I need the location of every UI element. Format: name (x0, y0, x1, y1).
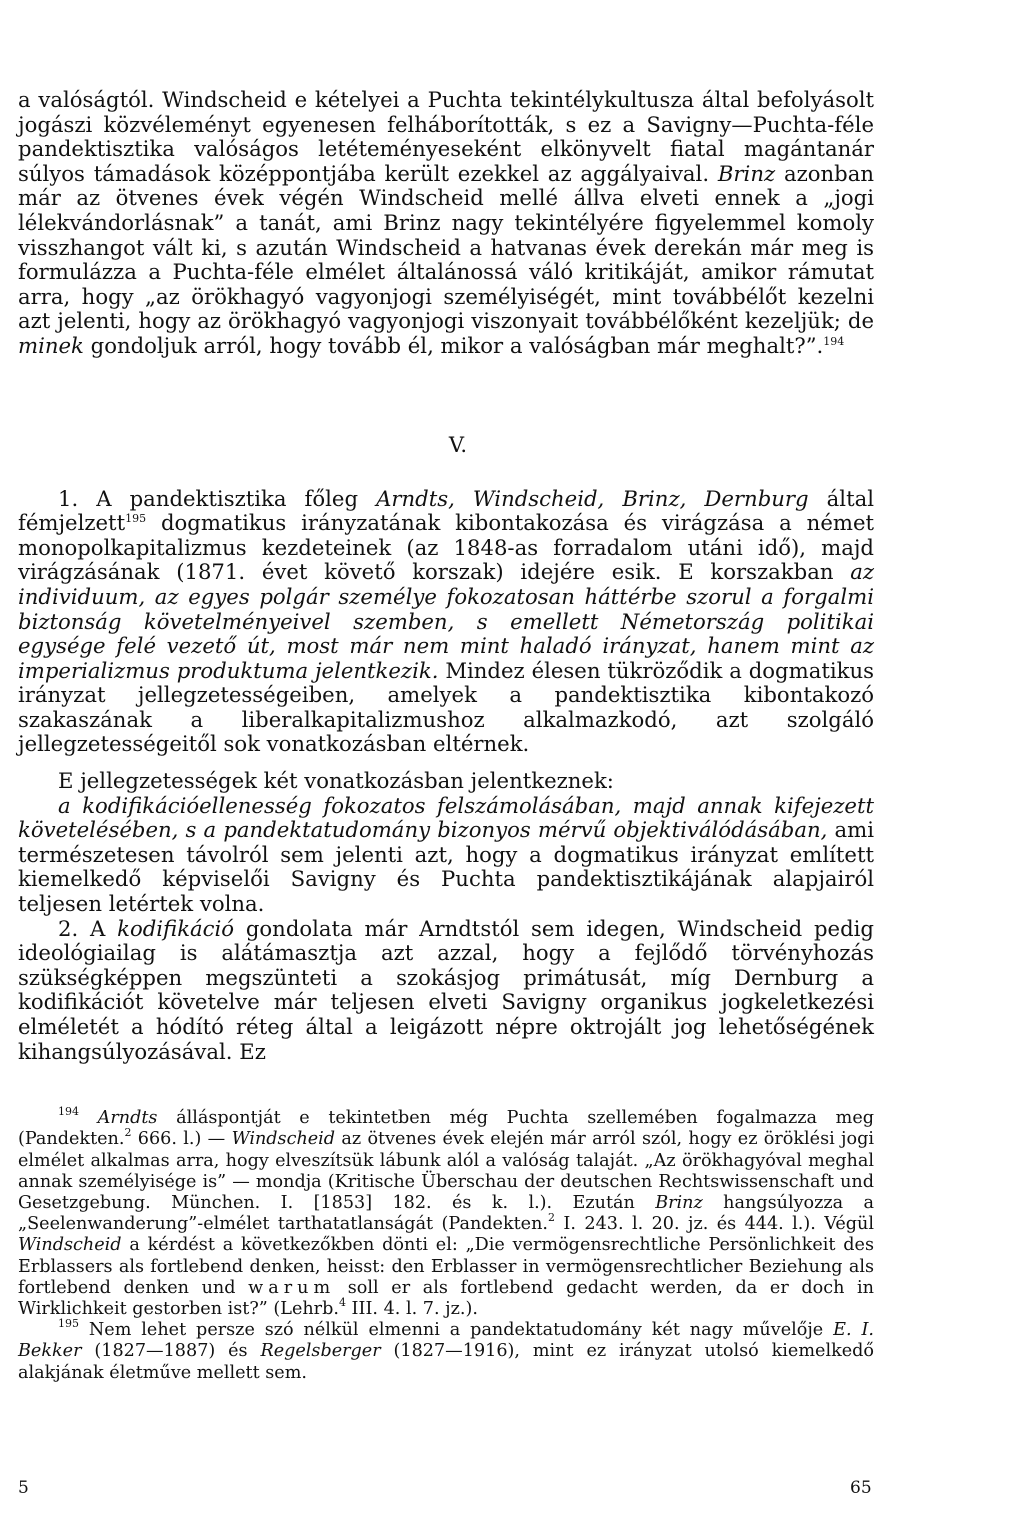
text-run: hangsúlyozza a „Seelenwanderung”-elmélet tarthatatlanságát (Pandekten. (18, 1193, 874, 1235)
italic-word: minek (18, 332, 84, 358)
sheet-signature: 5 (18, 1478, 29, 1498)
text-run: dogmatikus irányzatának kibontakozása és virágzása a német monopolkapitalizmus kezdeteinek (az 1848-as forradalom utáni idő), majd virágzásának (1871. évet követő korszak) idejére esik. E korszakban (18, 510, 874, 585)
paragraph-1 (18, 88, 874, 359)
edition-superscript: 4 (338, 1296, 346, 1310)
text-run: Nem lehet persze szó nélkül elmenni a pandektatudomány két nagy művelője (79, 1320, 834, 1341)
italic-name: Windscheid (231, 1129, 336, 1150)
italic-word: kodifikáció (117, 915, 235, 941)
footnote-ref-195: 195 (125, 512, 147, 526)
footnote-195 (18, 1317, 874, 1384)
text-run: Mindez élesen tükröződik a dogmatikus irányzat jellegzetességeiben, amelyek a pandektisztika kibontakozó szakaszának a liberalkapitalizmushoz alkalmazkodó, azt szolgáló jellegzetességeitől sok vonatkozásban eltérnek. (18, 657, 874, 757)
italic-name: Brinz (655, 1193, 703, 1213)
text-run: 666. l.) — (131, 1129, 232, 1150)
italic-names: Arndts, Windscheid, Brinz, Dernburg (376, 485, 809, 511)
italic-name: Windscheid (18, 1235, 122, 1256)
page-number: 65 (850, 1478, 872, 1498)
italic-name: Arndts (97, 1108, 158, 1129)
paragraph-3: E jellegzetességek két vonatkozásban jelentkeznek: (58, 768, 614, 794)
italic-passage: az individuum, az egyes polgár személye fokozatosan háttérbe szorul a forgalmi biztonság követelményeivel szemben, s emellett Németország politikai egysége felé vezető út, most már nem mint haladó irányzat, hanem mint az imperializmus produktuma jelentkezik. (18, 559, 874, 683)
text-run: a valóságtól. Windscheid e kételyei a Puchta tekintélykultusza által befolyásolt jogászi közvéleményt egyenesen felháborították, s ez a Savigny—Puchta-féle pandektisztika valóságos letéteményeseként elkönyvelt fiatal magántanár súlyos támadások középpontjába került ezekkel az aggályaival. (18, 87, 874, 186)
paragraph-5 (18, 917, 874, 1065)
paragraph-4 (18, 794, 874, 917)
footnote-ref-194: 194 (823, 334, 845, 348)
text-run: azonban már az ötvenes évek végén Windscheid mellé állva elveti ennek a „jogi lélekvándorlásnak” a tanát, ami Brinz nagy tekintélyére figyelemmel komoly visszhangot vált ki, s azután Windscheid a hatvanas évek derekán már meg is formulázza a Puchta-féle elmélet általánossá váló kritikáját, amikor rámutat arra, hogy „az örökhagyó vagyonjogi személyiségét, mint továbbélőt kezelni azt jelenti, hogy az örökhagyó vagyonjogi viszonyait továbbélőként kezeljük; de (18, 160, 874, 334)
text-run: az ötvenes évek elején már arról szól, hogy ez öröklési jogi elmélet alkalmas arra, hogy elveszítsük lábunk alól a valóság talaját. „Az örökhagyóval meghal annak személyisége is” — mondja (Kritische Überschau der deutschen Rechtswissenschaft und Gesetzgebung. München. I. [1853] 182. és k. l.). Ezután (18, 1129, 874, 1213)
text-run: ami természetesen távolról sem jelenti azt, hogy a dogmatikus irányzat említett kiemelkedő képviselői Savigny és Puchta pandektisztikájának alapjairól teljesen letértek volna. (18, 817, 874, 917)
spaced-word: warum (248, 1277, 336, 1298)
paragraph-2 (18, 487, 874, 758)
text-run: (1827—1916), mint ez irányzat utolsó kiemelkedő alakjának életműve mellett sem. (18, 1341, 874, 1383)
footnotes (18, 1105, 875, 1384)
italic-name: Regelsberger (260, 1341, 381, 1362)
text-run: soll er als fortlebend gedacht werden, da er doch in Wirklichkeit gestorben ist?” (Lehrb. (18, 1277, 874, 1320)
italic-name: Brinz (717, 160, 776, 186)
text-run: által fémjelzett (18, 485, 874, 536)
section-heading: V. (448, 432, 468, 457)
edition-superscript: 2 (548, 1211, 556, 1225)
text-run: (1827—1887) és (81, 1341, 261, 1362)
page-content (18, 88, 874, 1384)
footnote-number: 195 (58, 1317, 79, 1331)
text-run: gondoljuk arról, hogy tovább él, mikor a valóságban már meghalt?”. (83, 332, 824, 358)
text-run: gondolata már Arndtstól sem idegen, Windscheid pedig ideológiailag is alátámasztja azt azzal, hogy a fejlődő törvényhozás szükségképpen megszünteti a szokásjog primátusát, míg Dernburg a kodifikációt követelve már teljesen elveti Savigny organikus jogkeletkezési elméletét a hódító réteg által a leigázott népre oktrojált jog lehetőségének kihangsúlyozásával. Ez (18, 915, 874, 1064)
text-run: 2. A (58, 915, 118, 941)
text-run: a kérdést a következőkben dönti el: „Die vermögensrechtliche Persönlichkeit des Erblassers als fortlebend denken, heisst: den Erblasser in vermögensrechtlicher Beziehung als fortlebend denken und (18, 1235, 874, 1298)
italic-passage: a kodifikációellenesség fokozatos felszámolásában, majd annak kifejezett követelésében, s a pandektatudomány bizonyos mérvű objektiválódásában, (18, 792, 874, 843)
italic-name: E. I. Bekker (18, 1320, 874, 1362)
text-run: III. 4. l. 7. jz.). (345, 1299, 478, 1320)
edition-superscript: 2 (124, 1126, 132, 1140)
text-run: 1. A pandektisztika főleg (58, 485, 377, 511)
footnote-194 (18, 1105, 875, 1320)
text-run: I. 243. l. 20. jz. és 444. l.). Végül (555, 1214, 874, 1235)
text-run: álláspontját e tekintetben még Puchta szellemében fogalmazza meg (Pandekten. (18, 1108, 875, 1150)
footnote-number: 194 (58, 1105, 79, 1119)
